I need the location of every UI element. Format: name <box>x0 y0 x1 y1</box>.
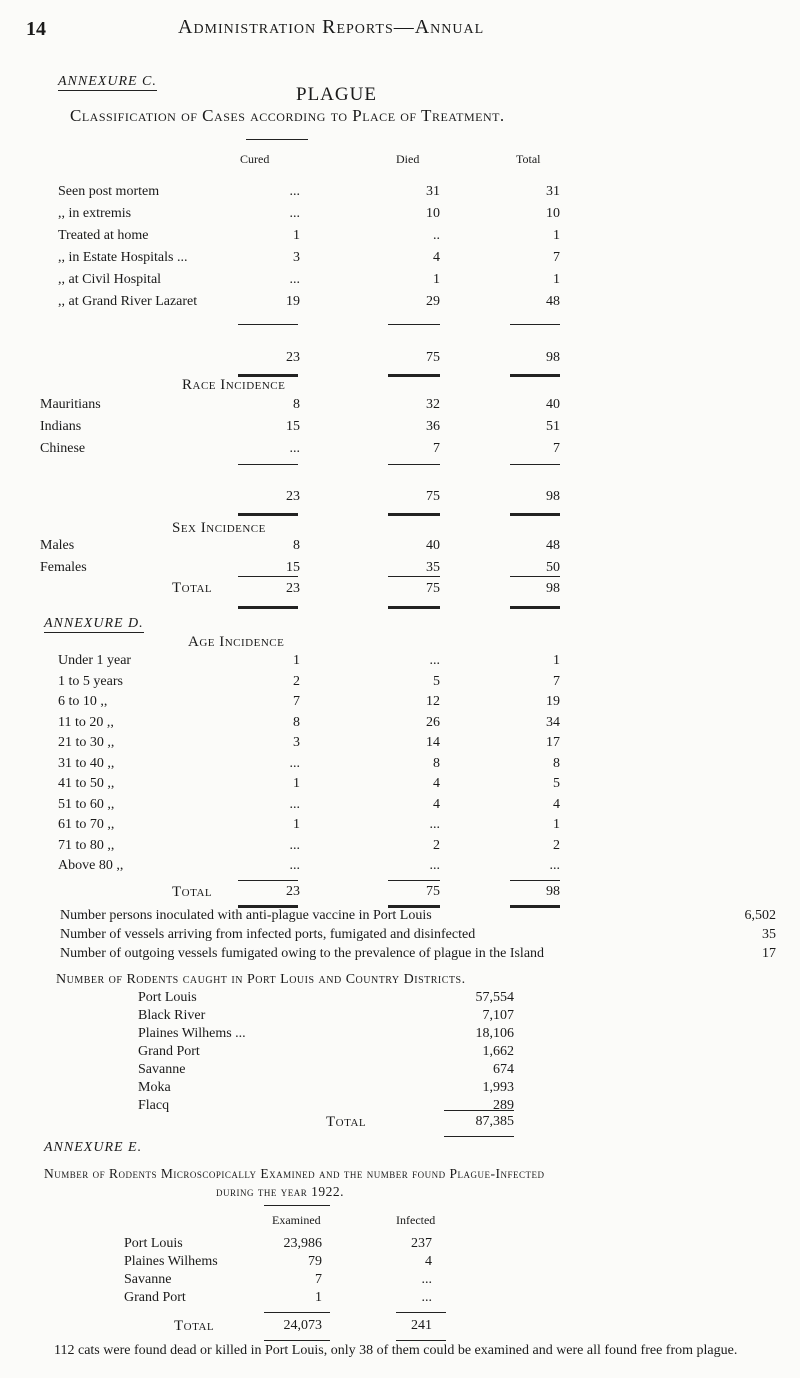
cell-total: 7 <box>553 250 560 265</box>
cell-cured: ... <box>289 272 300 287</box>
cell-total: 31 <box>546 184 560 199</box>
row-label: 71 to 80 ,, <box>58 837 115 853</box>
cell-total: 48 <box>546 294 560 309</box>
rule <box>510 606 560 609</box>
total-cured: 23 <box>286 489 300 504</box>
annex-d-label: ANNEXURE D. <box>44 616 144 631</box>
district-label: Moka <box>138 1080 171 1095</box>
annex-e-heading-2: during the year 1922. <box>216 1184 344 1199</box>
rule <box>510 880 560 881</box>
rule <box>264 1340 330 1341</box>
cell-cured: ... <box>289 206 300 221</box>
cell-total: 10 <box>546 206 560 221</box>
rodents-total-label: Total <box>326 1114 367 1130</box>
cell-cured: ... <box>289 184 300 199</box>
cell-total: 2 <box>553 837 560 853</box>
e-row-label: Grand Port <box>124 1290 186 1305</box>
cell-died: 12 <box>426 694 440 709</box>
rule <box>238 576 298 577</box>
rule <box>388 606 440 609</box>
total-died: 75 <box>426 489 440 504</box>
cell-died: ... <box>429 653 440 668</box>
page-number: 14 <box>26 18 46 40</box>
row-label: Seen post mortem <box>58 184 160 199</box>
district-value: 7,107 <box>482 1008 514 1023</box>
running-title: Administration Reports—Annual <box>178 16 485 38</box>
total-cured: 23 <box>286 350 300 365</box>
col-examined: Examined <box>272 1213 321 1227</box>
rule <box>510 464 560 465</box>
district-label: Grand Port <box>138 1044 200 1059</box>
district-value: 1,993 <box>482 1080 514 1095</box>
age-total-label: Total <box>172 884 213 900</box>
district-label: Flacq <box>138 1098 170 1113</box>
e-row-examined: 1 <box>315 1290 322 1305</box>
cell-total: 34 <box>546 714 560 730</box>
cell-died: 36 <box>426 419 440 434</box>
cell-died: 35 <box>426 560 440 575</box>
district-value: 18,106 <box>475 1026 514 1041</box>
cell-died: ... <box>429 858 440 873</box>
e-row-infected: ... <box>421 1272 432 1287</box>
cell-cured: 19 <box>286 294 300 309</box>
total-died: 75 <box>426 884 440 899</box>
cell-died: .. <box>433 228 440 243</box>
cell-cured: ... <box>289 755 300 771</box>
cell-cured: 8 <box>293 397 300 412</box>
cell-total: 48 <box>546 538 560 553</box>
row-label: Above 80 ,, <box>58 858 124 873</box>
row-label: 61 to 70 ,, <box>58 817 115 832</box>
e-total-label: Total <box>174 1318 215 1334</box>
sex-total-label: Total <box>172 580 213 596</box>
cell-died: 4 <box>433 796 440 812</box>
sex-heading: Sex Incidence <box>172 520 266 536</box>
cell-total: 7 <box>553 673 560 689</box>
cell-total: 7 <box>553 441 560 456</box>
rule <box>510 324 560 325</box>
total-total: 98 <box>546 581 560 596</box>
rule <box>238 513 298 516</box>
total-died: 75 <box>426 350 440 365</box>
annex-e-label: ANNEXURE E. <box>44 1140 143 1155</box>
rule <box>388 374 440 377</box>
cell-total: 1 <box>553 228 560 243</box>
cell-cured: 1 <box>293 653 300 668</box>
cell-cured: 7 <box>293 694 300 709</box>
cats-note: 112 cats were found dead or killed in Port Louis, only 38 of them could be examined and were all found free from plague. <box>54 1343 738 1358</box>
cell-total: 17 <box>546 735 560 750</box>
e-row-examined: 23,986 <box>283 1236 322 1251</box>
rule <box>238 880 298 881</box>
col-infected: Infected <box>396 1213 436 1227</box>
cell-total: ... <box>549 858 560 873</box>
row-label: Females <box>40 560 87 575</box>
age-heading: Age Incidence <box>188 634 285 650</box>
rule <box>238 324 298 325</box>
rule <box>510 513 560 516</box>
cell-died: ... <box>429 817 440 832</box>
col-died: Died <box>396 152 420 166</box>
cell-total: 1 <box>553 653 560 668</box>
total-cured: 23 <box>286 884 300 899</box>
district-value: 57,554 <box>475 990 514 1005</box>
row-label: ,, at Civil Hospital <box>58 272 162 287</box>
cell-cured: 1 <box>293 228 300 243</box>
cell-total: 50 <box>546 560 560 575</box>
row-label: 41 to 50 ,, <box>58 776 115 791</box>
stat-value: 17 <box>762 946 776 961</box>
row-label: 21 to 30 ,, <box>58 735 115 750</box>
e-row-infected: 237 <box>411 1236 432 1251</box>
col-cured: Cured <box>240 152 270 166</box>
row-label: ,, in Estate Hospitals ... <box>58 250 188 265</box>
rule <box>388 464 440 465</box>
e-total-examined: 24,073 <box>283 1318 322 1333</box>
rule <box>264 1205 330 1206</box>
cell-died: 1 <box>433 272 440 287</box>
stat-value: 35 <box>762 927 776 942</box>
stat-label: Number persons inoculated with anti-plague vaccine in Port Louis <box>60 908 432 923</box>
rule <box>510 905 560 908</box>
cell-died: 29 <box>426 294 440 309</box>
cell-cured: 1 <box>293 817 300 832</box>
cell-died: 5 <box>433 673 440 689</box>
rule <box>388 324 440 325</box>
cell-died: 4 <box>433 776 440 791</box>
cell-cured: 1 <box>293 776 300 791</box>
row-label: ,, at Grand River Lazaret <box>58 294 198 309</box>
row-label: 31 to 40 ,, <box>58 755 115 771</box>
stat-label: Number of outgoing vessels fumigated owing to the prevalence of plague in the Island <box>60 946 545 961</box>
row-label: 1 to 5 years <box>58 673 123 689</box>
row-label: 6 to 10 ,, <box>58 694 108 709</box>
district-label: Port Louis <box>138 990 197 1005</box>
cell-died: 7 <box>433 441 440 456</box>
rule <box>510 374 560 377</box>
cell-cured: 8 <box>293 714 300 730</box>
total-total: 98 <box>546 350 560 365</box>
cell-total: 8 <box>553 755 560 771</box>
total-total: 98 <box>546 884 560 899</box>
rule <box>396 1312 446 1313</box>
cell-died: 26 <box>426 714 440 730</box>
rule <box>246 139 308 140</box>
annex-c-title: PLAGUE <box>296 84 377 105</box>
annex-c-subtitle: Classification of Cases according to Place of Treatment. <box>70 106 505 125</box>
cell-died: 2 <box>433 837 440 853</box>
col-total: Total <box>516 152 541 166</box>
row-label: 11 to 20 ,, <box>58 714 114 730</box>
cell-died: 14 <box>426 735 440 750</box>
e-row-label: Savanne <box>124 1272 172 1287</box>
cell-cured: ... <box>289 796 300 812</box>
e-row-label: Port Louis <box>124 1236 183 1251</box>
district-label: Plaines Wilhems ... <box>138 1026 246 1041</box>
rodents-total-value: 87,385 <box>475 1114 514 1129</box>
row-label: Under 1 year <box>58 653 132 668</box>
rule <box>444 1136 514 1137</box>
rule <box>444 1110 514 1111</box>
row-label: Males <box>40 538 75 553</box>
cell-died: 8 <box>433 755 440 771</box>
cell-cured: ... <box>289 441 300 456</box>
total-cured: 23 <box>286 581 300 596</box>
cell-cured: ... <box>289 858 300 873</box>
cell-total: 4 <box>553 796 560 812</box>
district-value: 289 <box>493 1098 514 1113</box>
e-row-infected: ... <box>421 1290 432 1305</box>
district-label: Savanne <box>138 1062 186 1077</box>
stat-value: 6,502 <box>744 908 776 923</box>
race-heading: Race Incidence <box>182 377 286 393</box>
cell-total: 1 <box>553 272 560 287</box>
cell-total: 51 <box>546 419 560 434</box>
district-value: 1,662 <box>482 1044 514 1059</box>
district-value: 674 <box>493 1062 514 1077</box>
total-died: 75 <box>426 581 440 596</box>
cell-died: 31 <box>426 184 440 199</box>
annex-c-label: ANNEXURE C. <box>58 74 157 89</box>
rule <box>396 1340 446 1341</box>
cell-total: 40 <box>546 397 560 412</box>
row-label: ,, in extremis <box>58 206 132 221</box>
rule <box>238 464 298 465</box>
district-label: Black River <box>138 1008 206 1023</box>
stat-label: Number of vessels arriving from infected ports, fumigated and disinfected <box>60 927 476 942</box>
cell-cured: 2 <box>293 673 300 689</box>
total-total: 98 <box>546 489 560 504</box>
cell-cured: ... <box>289 837 300 853</box>
cell-cured: 8 <box>293 538 300 553</box>
e-total-infected: 241 <box>411 1318 432 1333</box>
e-row-label: Plaines Wilhems <box>124 1254 218 1269</box>
rule <box>388 880 440 881</box>
rule <box>238 606 298 609</box>
rule <box>510 576 560 577</box>
row-label: Chinese <box>40 441 86 456</box>
cell-died: 40 <box>426 538 440 553</box>
e-row-examined: 7 <box>315 1272 322 1287</box>
rule <box>388 513 440 516</box>
e-row-infected: 4 <box>425 1254 432 1269</box>
cell-total: 1 <box>553 817 560 832</box>
cell-died: 32 <box>426 397 440 412</box>
row-label: 51 to 60 ,, <box>58 796 115 812</box>
row-label: Indians <box>40 419 82 434</box>
cell-cured: 3 <box>293 250 300 265</box>
cell-died: 10 <box>426 206 440 221</box>
cell-cured: 15 <box>286 419 300 434</box>
rodents-heading: Number of Rodents caught in Port Louis and Country Districts. <box>56 972 466 987</box>
e-row-examined: 79 <box>308 1254 322 1269</box>
row-label: Mauritians <box>40 397 101 412</box>
cell-cured: 3 <box>293 735 300 750</box>
rule <box>264 1312 330 1313</box>
cell-total: 19 <box>546 694 560 709</box>
cell-cured: 15 <box>286 560 300 575</box>
cell-died: 4 <box>433 250 440 265</box>
rule <box>388 576 440 577</box>
cell-total: 5 <box>553 776 560 791</box>
row-label: Treated at home <box>58 228 149 243</box>
annex-e-heading: Number of Rodents Microscopically Examined and the number found Plague-Infected <box>44 1166 545 1181</box>
